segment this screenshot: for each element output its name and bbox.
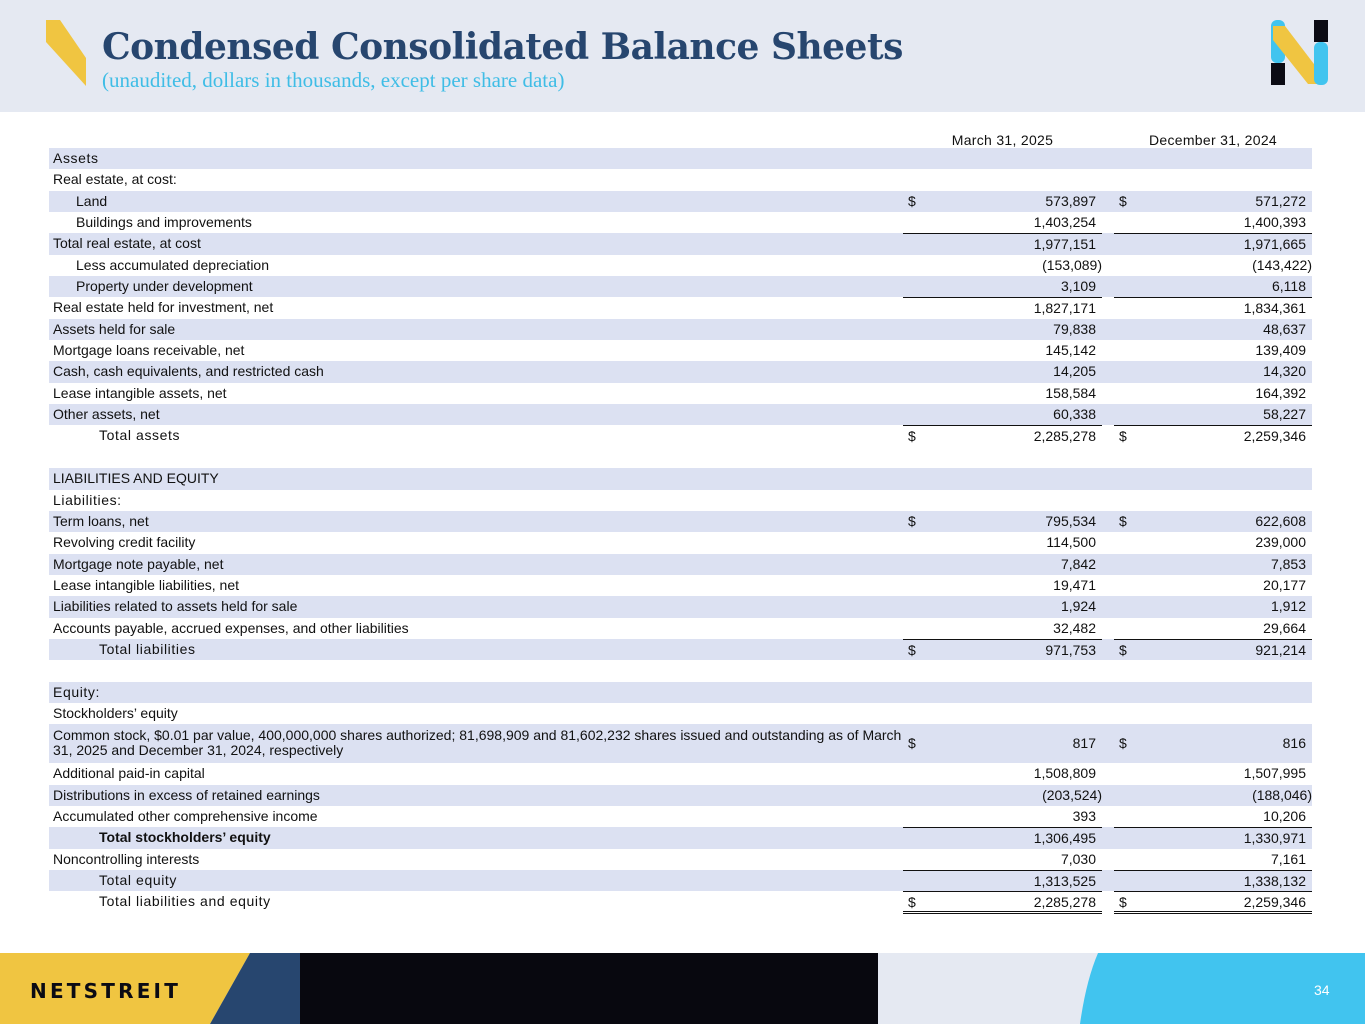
value-mar-2025: 114,500 (1046, 534, 1096, 551)
value-dec-2024: 2,259,346 (1243, 428, 1306, 445)
total-row (49, 425, 1312, 446)
subtotal-row (49, 233, 1312, 254)
value-mar-2025: (153,089) (1042, 256, 1102, 273)
row-label: Cash, cash equivalents, and restricted cash (53, 363, 324, 380)
table-row (49, 212, 1312, 233)
row-label: Stockholders’ equity (53, 704, 178, 721)
value-dec-2024: 1,834,361 (1243, 300, 1306, 317)
row-label: Real estate held for investment, net (53, 299, 274, 316)
dollar-sign: $ (908, 894, 916, 911)
row-label: Lease intangible assets, net (53, 384, 227, 401)
row-label: Revolving credit facility (53, 534, 196, 551)
n-logo-icon (1268, 20, 1332, 86)
value-mar-2025: (203,524) (1042, 786, 1102, 803)
row-label: Additional paid-in capital (53, 765, 205, 782)
row-label: Lease intangible liabilities, net (53, 576, 240, 593)
value-dec-2024: 1,338,132 (1243, 873, 1306, 889)
row-label: Total equity (99, 872, 178, 888)
row-label: Mortgage loans receivable, net (53, 342, 245, 359)
value-mar-2025: 971,753 (1045, 641, 1096, 658)
table-row (49, 361, 1312, 382)
dollar-sign: $ (908, 641, 916, 658)
column-header: December 31, 2024 (1114, 132, 1312, 153)
row-label: Total real estate, at cost (53, 235, 201, 252)
value-mar-2025: 7,842 (1060, 555, 1096, 572)
slide-header (0, 0, 1365, 112)
value-dec-2024: 7,161 (1270, 850, 1306, 867)
total-row (49, 639, 1312, 660)
subsection-row (49, 703, 1312, 724)
value-dec-2024: 571,272 (1255, 192, 1306, 209)
value-mar-2025: 795,534 (1045, 512, 1096, 529)
table-row (49, 724, 1312, 763)
table-row (49, 618, 1312, 639)
dollar-sign: $ (1119, 641, 1127, 658)
value-dec-2024: 239,000 (1255, 534, 1306, 551)
value-dec-2024: 1,912 (1270, 598, 1306, 615)
value-mar-2025: 1,403,254 (1033, 214, 1096, 231)
table-row (49, 383, 1312, 404)
row-label: Distributions in excess of retained earnings (53, 786, 320, 803)
spacer-row (49, 447, 1312, 468)
value-dec-2024: (188,046) (1252, 786, 1312, 803)
value-dec-2024: 29,664 (1263, 619, 1306, 636)
row-label: Property under development (76, 278, 253, 295)
value-dec-2024: 6,118 (1272, 278, 1306, 295)
table-row (49, 806, 1312, 827)
section-header-row (49, 148, 1312, 169)
row-label: Mortgage note payable, net (53, 555, 224, 572)
row-label: Common stock, $0.01 par value, 400,000,000 shares authorized; 81,698,909 and 81,602,232 shares issued and outstanding as of March 31, 2025 and December 31, 2024, respectively (53, 727, 902, 759)
grand-total-row (49, 891, 1312, 912)
value-dec-2024: 58,227 (1263, 406, 1306, 423)
row-label: Total liabilities (99, 640, 196, 657)
value-mar-2025: 393 (1072, 807, 1096, 824)
yellow-slash-icon (44, 20, 88, 86)
table-row (49, 340, 1312, 361)
row-label: Assets (53, 150, 99, 166)
table-row (49, 763, 1312, 784)
row-label: Total liabilities and equity (99, 893, 271, 910)
value-mar-2025: 7,030 (1060, 850, 1096, 867)
value-dec-2024: 20,177 (1263, 576, 1306, 593)
row-label: Assets held for sale (53, 320, 176, 337)
value-dec-2024: 48,637 (1263, 320, 1306, 337)
row-label: Accumulated other comprehensive income (53, 807, 318, 824)
value-mar-2025: 1,827,171 (1033, 300, 1096, 317)
value-mar-2025: 1,313,525 (1033, 873, 1096, 889)
value-mar-2025: 817 (1072, 735, 1096, 752)
table-row (49, 554, 1312, 575)
value-mar-2025: 1,977,151 (1033, 236, 1096, 253)
table-row (49, 319, 1312, 340)
dollar-sign: $ (908, 735, 916, 752)
value-dec-2024: 139,409 (1255, 342, 1306, 359)
value-mar-2025: 32,482 (1053, 619, 1096, 636)
column-header: March 31, 2025 (903, 132, 1102, 153)
total-row (49, 870, 1312, 891)
value-mar-2025: 14,205 (1053, 363, 1096, 380)
table-header-row (49, 127, 1312, 148)
footer-band-shapes (0, 953, 1365, 1024)
dollar-sign: $ (908, 512, 916, 529)
dollar-sign: $ (908, 192, 916, 209)
value-dec-2024: 622,608 (1255, 512, 1306, 529)
table-row (49, 511, 1312, 532)
value-mar-2025: 1,924 (1060, 598, 1096, 615)
table-row (49, 532, 1312, 553)
row-label: Noncontrolling interests (53, 850, 200, 867)
row-label: LIABILITIES AND EQUITY (53, 470, 219, 487)
value-mar-2025: 1,508,809 (1033, 765, 1096, 782)
value-mar-2025: 60,338 (1053, 406, 1096, 423)
value-dec-2024: 164,392 (1255, 384, 1306, 401)
row-label: Liabilities related to assets held for sale (53, 598, 298, 615)
value-dec-2024: 10,206 (1263, 807, 1306, 824)
netstreit-logo-text: NETSTREIT (30, 979, 182, 1003)
row-label: Less accumulated depreciation (76, 256, 270, 273)
value-dec-2024: 2,259,346 (1243, 894, 1306, 911)
subsection-row (49, 490, 1312, 511)
value-mar-2025: 145,142 (1045, 342, 1096, 359)
value-mar-2025: 3,109 (1060, 278, 1096, 295)
row-label: Accounts payable, accrued expenses, and other liabilities (53, 619, 409, 636)
value-mar-2025: 79,838 (1053, 320, 1096, 337)
table-row (49, 575, 1312, 596)
value-mar-2025: 19,471 (1053, 576, 1096, 593)
subsection-row (49, 169, 1312, 190)
table-row (49, 255, 1312, 276)
dollar-sign: $ (1119, 735, 1127, 752)
value-mar-2025: 2,285,278 (1033, 428, 1096, 445)
value-mar-2025: 573,897 (1045, 192, 1096, 209)
page-number: 34 (1314, 982, 1330, 998)
balance-sheet-table (49, 127, 1312, 913)
value-dec-2024: 1,400,393 (1243, 214, 1306, 231)
table-row (49, 596, 1312, 617)
dollar-sign: $ (1119, 512, 1127, 529)
value-dec-2024: 1,507,995 (1243, 765, 1306, 782)
row-label: Real estate, at cost: (53, 171, 177, 188)
table-row (49, 785, 1312, 806)
dollar-sign: $ (908, 428, 916, 445)
subtotal-row (49, 827, 1312, 848)
dollar-sign: $ (1119, 894, 1127, 911)
row-label: Buildings and improvements (76, 214, 252, 231)
dollar-sign: $ (1119, 428, 1127, 445)
section-header-row (49, 682, 1312, 703)
value-dec-2024: 816 (1282, 735, 1306, 752)
value-dec-2024: 7,853 (1270, 555, 1306, 572)
spacer-row (49, 660, 1312, 681)
table-row (49, 276, 1312, 297)
value-mar-2025: 158,584 (1045, 384, 1096, 401)
row-label: Other assets, net (53, 406, 160, 423)
table-row (49, 849, 1312, 870)
row-label: Liabilities: (53, 491, 122, 508)
page-subtitle: (unaudited, dollars in thousands, except per share data) (102, 68, 565, 92)
value-dec-2024: 14,320 (1263, 363, 1306, 380)
page-title: Condensed Consolidated Balance Sheets (102, 26, 903, 68)
section-header-row (49, 468, 1312, 489)
value-dec-2024: 921,214 (1255, 641, 1306, 658)
table-row (49, 191, 1312, 212)
slide-footer (0, 953, 1365, 1024)
table-row (49, 404, 1312, 425)
value-dec-2024: 1,971,665 (1243, 236, 1306, 253)
row-label: Term loans, net (53, 512, 149, 529)
dollar-sign: $ (1119, 192, 1127, 209)
value-mar-2025: 1,306,495 (1033, 830, 1096, 847)
row-label: Land (76, 192, 108, 209)
row-label: Total assets (99, 427, 181, 444)
subtotal-row (49, 297, 1312, 318)
value-mar-2025: 2,285,278 (1033, 894, 1096, 911)
row-label: Equity: (53, 683, 100, 700)
value-dec-2024: 1,330,971 (1243, 830, 1306, 847)
row-label: Total stockholders’ equity (99, 829, 271, 846)
value-dec-2024: (143,422) (1252, 256, 1312, 273)
